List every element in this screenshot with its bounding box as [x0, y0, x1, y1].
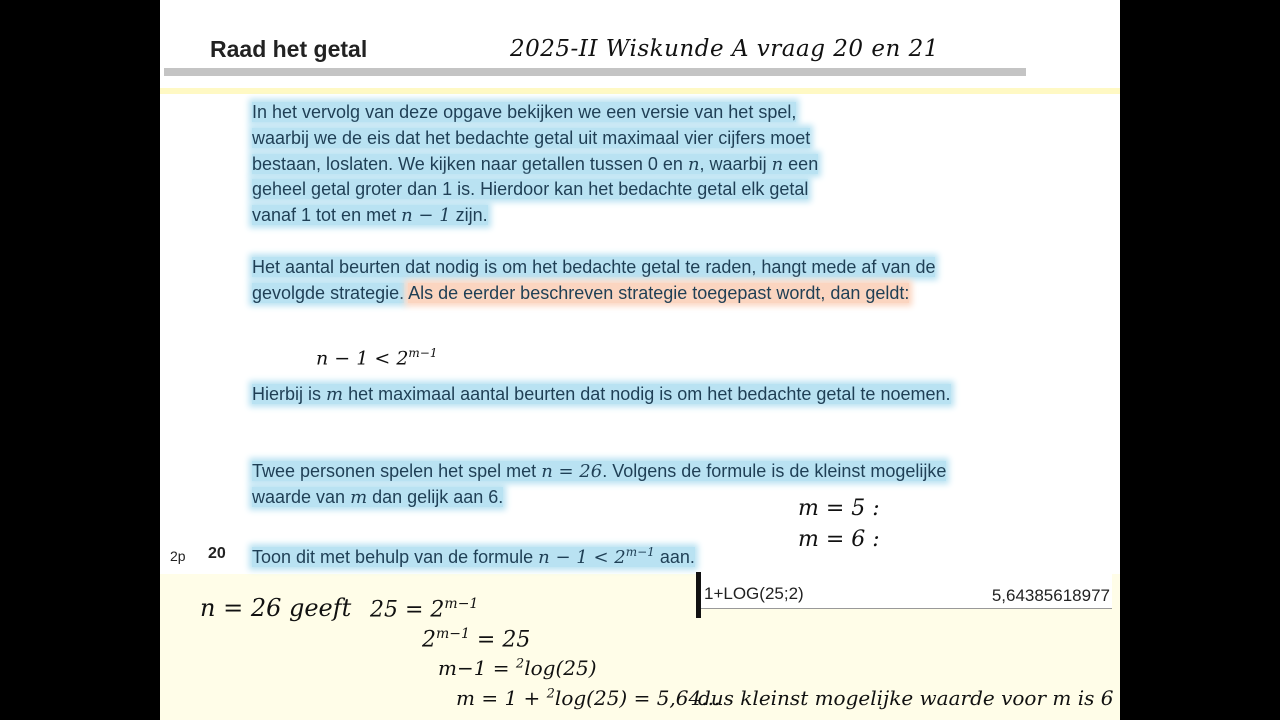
- hw-line3-log: log(25): [524, 656, 597, 680]
- example-text-b: . Volgens de formule is de kleinst mogelijke waarde van: [252, 461, 947, 507]
- strategy-text-highlight-blue: Het aantal beurten dat nodig is om het bedachte getal te raden, hangt mede af van de gevolgde strategie.: [252, 257, 936, 303]
- handwritten-m6: m = 6 :: [798, 527, 880, 552]
- formula: [316, 346, 438, 369]
- question-number: 20: [208, 545, 226, 562]
- def-var-m: m: [326, 384, 344, 405]
- intro-var-n-2: n: [771, 153, 784, 175]
- formula-base: n − 1 < 2: [316, 347, 409, 370]
- handwritten-line2: [422, 626, 530, 652]
- intro-line-2: waarbij we de eis dat het bedachte getal uit maximaal vier cijfers moet: [252, 127, 811, 148]
- hw-line4-sup: 2: [546, 686, 555, 702]
- intro-line-4: geheel getal groter dan 1 is. Hierdoor kan het bedachte getal elk getal: [252, 179, 809, 200]
- example-text-c: dan gelijk aan 6.: [367, 486, 504, 507]
- intro-var-n-minus-1: n − 1: [401, 205, 451, 227]
- def-text-a: Hierbij is: [252, 384, 327, 404]
- document-page: [160, 0, 1120, 720]
- handwritten-line3: [438, 656, 597, 680]
- handwritten-conclusion: dus kleinst mogelijke waarde voor m is 6: [698, 686, 1114, 710]
- hw-line3-lhs: m−1 =: [438, 656, 516, 680]
- question-text-b: aan.: [654, 547, 695, 567]
- calculator-result: 5,64385618977: [991, 586, 1110, 605]
- handwritten-m5: m = 5 :: [798, 496, 880, 521]
- def-text-b: het maximaal aantal beurten dat nodig is om het bedachte getal te noemen.: [343, 384, 951, 404]
- hw-line4-log: log(25) = 5,64...: [554, 686, 721, 710]
- example-text-a: Twee personen spelen het spel met: [252, 461, 542, 481]
- handwritten-exam-reference: 2025-II Wiskunde A vraag 20 en 21: [510, 36, 939, 62]
- intro-line-3a: bestaan, loslaten. We kijken naar getallen tussen 0 en: [252, 153, 688, 174]
- page-title: Raad het getal: [210, 36, 368, 62]
- handwritten-line4: [456, 686, 720, 710]
- strategy-text-highlight-orange: Als de eerder beschreven strategie toegepast wordt, dan geldt:: [408, 282, 910, 303]
- hw-line2-exponent: m−1: [436, 626, 470, 642]
- handwritten-line1: [370, 596, 478, 622]
- formula-exponent: m−1: [408, 346, 438, 360]
- page-header: [160, 0, 1120, 90]
- hw-line2-base: 2: [422, 627, 436, 653]
- handwritten-n-26-geeft: n = 26 geeft: [200, 594, 352, 622]
- hw-line4-lhs: m = 1 +: [456, 686, 547, 710]
- intro-line-5a: vanaf 1 tot en met: [252, 205, 402, 226]
- hw-line2-rhs: = 25: [469, 627, 531, 653]
- question-formula-exponent: m−1: [625, 545, 655, 559]
- paragraph-intro: [252, 100, 952, 229]
- intro-line-3c: een: [783, 153, 819, 174]
- calculator-cursor: [696, 572, 701, 618]
- intro-var-n: n: [687, 153, 700, 175]
- example-n-26: n = 26: [541, 461, 603, 482]
- question-text-a: Toon dit met behulp van de formule: [252, 547, 539, 567]
- paragraph-definition-m: [252, 382, 952, 408]
- question-points: 2p: [170, 548, 186, 564]
- hw-line3-sup: 2: [515, 656, 525, 672]
- paragraph-strategy: [252, 255, 952, 307]
- example-var-m: m: [350, 486, 368, 508]
- question-formula: n − 1 < 2: [538, 547, 626, 568]
- hw-line1-exponent: m−1: [444, 596, 479, 612]
- calculator-expression: 1+LOG(25;2): [704, 584, 804, 603]
- hw-line1-base: 25 = 2: [370, 597, 445, 623]
- calculator-readout: [696, 572, 1112, 609]
- header-divider: [164, 68, 1026, 76]
- intro-line-3b: , waarbij: [699, 153, 772, 174]
- intro-line-5b: zijn.: [450, 205, 488, 226]
- intro-line-1: In het vervolg van deze opgave bekijken we een versie van het spel,: [252, 102, 797, 122]
